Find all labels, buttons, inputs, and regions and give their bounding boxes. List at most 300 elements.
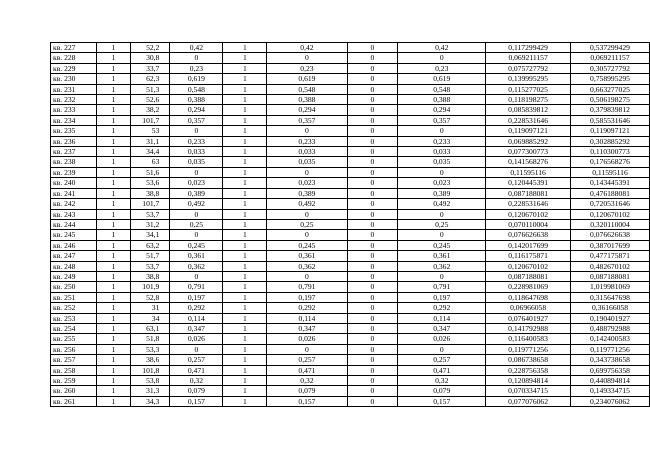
cell-count: 1 <box>97 43 130 53</box>
cell-coef: 1 <box>223 396 267 406</box>
cell-value-a: 0,033 <box>170 147 223 157</box>
cell-value-a: 0,388 <box>170 95 223 105</box>
table-row <box>51 230 650 240</box>
cell-total: 0,119771256 <box>570 344 649 354</box>
cell-value-a: 0,361 <box>170 251 223 261</box>
cell-total: 0,315647698 <box>570 292 649 302</box>
cell-apartment: кв. 242 <box>51 199 97 209</box>
cell-total: 0,069211157 <box>570 53 649 63</box>
cell-apartment: кв. 229 <box>51 63 97 73</box>
cell-zero: 0 <box>347 188 398 198</box>
cell-value-b: 0,362 <box>267 261 347 271</box>
cell-apartment: кв. 234 <box>51 115 97 125</box>
cell-zero: 0 <box>347 376 398 386</box>
cell-area: 34,4 <box>130 147 170 157</box>
cell-count: 1 <box>97 178 130 188</box>
cell-value-b: 0 <box>267 271 347 281</box>
cell-coef: 1 <box>223 323 267 333</box>
cell-value-c: 0,362 <box>398 261 486 271</box>
cell-value-b: 0,033 <box>267 147 347 157</box>
cell-apartment: кв. 249 <box>51 271 97 281</box>
cell-share: 0,116175871 <box>486 251 571 261</box>
cell-value-c: 0 <box>398 271 486 281</box>
cell-apartment: кв. 254 <box>51 323 97 333</box>
table-row <box>51 303 650 313</box>
cell-coef: 1 <box>223 303 267 313</box>
cell-count: 1 <box>97 147 130 157</box>
table-row <box>51 240 650 250</box>
cell-coef: 1 <box>223 105 267 115</box>
cell-value-c: 0,114 <box>398 313 486 323</box>
cell-area: 53,7 <box>130 261 170 271</box>
cell-value-b: 0,361 <box>267 251 347 261</box>
cell-zero: 0 <box>347 365 398 375</box>
table-row <box>51 251 650 261</box>
cell-share: 0,119097121 <box>486 126 571 136</box>
cell-value-c: 0,388 <box>398 95 486 105</box>
cell-value-b: 0,388 <box>267 95 347 105</box>
cell-value-a: 0,619 <box>170 74 223 84</box>
cell-value-c: 0,292 <box>398 303 486 313</box>
table-row <box>51 95 650 105</box>
cell-coef: 1 <box>223 136 267 146</box>
cell-apartment: кв. 260 <box>51 386 97 396</box>
cell-value-a: 0,389 <box>170 188 223 198</box>
cell-share: 0,141568276 <box>486 157 571 167</box>
cell-count: 1 <box>97 199 130 209</box>
cell-coef: 1 <box>223 199 267 209</box>
cell-zero: 0 <box>347 209 398 219</box>
cell-coef: 1 <box>223 178 267 188</box>
cell-value-c: 0,361 <box>398 251 486 261</box>
cell-total: 0,076626638 <box>570 230 649 240</box>
cell-count: 1 <box>97 188 130 198</box>
table-row <box>51 376 650 386</box>
table-row <box>51 282 650 292</box>
cell-value-a: 0,357 <box>170 115 223 125</box>
cell-coef: 1 <box>223 53 267 63</box>
cell-total: 0,176568276 <box>570 157 649 167</box>
cell-value-a: 0 <box>170 126 223 136</box>
cell-share: 0,228756358 <box>486 365 571 375</box>
cell-area: 38,8 <box>130 188 170 198</box>
cell-share: 0,120670102 <box>486 261 571 271</box>
cell-value-a: 0,23 <box>170 63 223 73</box>
table-row <box>51 292 650 302</box>
cell-apartment: кв. 243 <box>51 209 97 219</box>
cell-value-c: 0,25 <box>398 219 486 229</box>
cell-coef: 1 <box>223 43 267 53</box>
cell-share: 0,06966058 <box>486 303 571 313</box>
cell-coef: 1 <box>223 84 267 94</box>
cell-area: 101,8 <box>130 365 170 375</box>
cell-total: 0,120670102 <box>570 209 649 219</box>
cell-value-c: 0 <box>398 344 486 354</box>
cell-total: 0,110300773 <box>570 147 649 157</box>
cell-count: 1 <box>97 219 130 229</box>
table-body <box>51 43 650 407</box>
cell-total: 0,119097121 <box>570 126 649 136</box>
cell-total: 0,379839812 <box>570 105 649 115</box>
cell-value-a: 0,347 <box>170 323 223 333</box>
cell-count: 1 <box>97 386 130 396</box>
cell-value-a: 0,245 <box>170 240 223 250</box>
cell-area: 63 <box>130 157 170 167</box>
cell-area: 33,7 <box>130 63 170 73</box>
cell-zero: 0 <box>347 334 398 344</box>
cell-count: 1 <box>97 63 130 73</box>
cell-area: 101,7 <box>130 199 170 209</box>
cell-area: 34,1 <box>130 230 170 240</box>
cell-value-a: 0,492 <box>170 199 223 209</box>
cell-value-c: 0 <box>398 167 486 177</box>
cell-apartment: кв. 253 <box>51 313 97 323</box>
cell-count: 1 <box>97 126 130 136</box>
cell-coef: 1 <box>223 282 267 292</box>
cell-value-b: 0,023 <box>267 178 347 188</box>
cell-coef: 1 <box>223 147 267 157</box>
cell-value-a: 0,548 <box>170 84 223 94</box>
cell-area: 52,2 <box>130 43 170 53</box>
cell-share: 0,120670102 <box>486 209 571 219</box>
cell-coef: 1 <box>223 355 267 365</box>
table-row <box>51 199 650 209</box>
cell-apartment: кв. 227 <box>51 43 97 53</box>
cell-coef: 1 <box>223 292 267 302</box>
cell-value-a: 0,114 <box>170 313 223 323</box>
table-row <box>51 323 650 333</box>
cell-zero: 0 <box>347 84 398 94</box>
cell-total: 0,720531646 <box>570 199 649 209</box>
cell-value-c: 0,026 <box>398 334 486 344</box>
cell-apartment: кв. 238 <box>51 157 97 167</box>
cell-apartment: кв. 230 <box>51 74 97 84</box>
cell-coef: 1 <box>223 344 267 354</box>
cell-total: 0,190401927 <box>570 313 649 323</box>
cell-value-c: 0,389 <box>398 188 486 198</box>
cell-share: 0,228981069 <box>486 282 571 292</box>
cell-value-a: 0,257 <box>170 355 223 365</box>
cell-value-c: 0,42 <box>398 43 486 53</box>
cell-total: 1,019981069 <box>570 282 649 292</box>
cell-count: 1 <box>97 136 130 146</box>
cell-zero: 0 <box>347 271 398 281</box>
cell-count: 1 <box>97 167 130 177</box>
cell-zero: 0 <box>347 261 398 271</box>
cell-apartment: кв. 256 <box>51 344 97 354</box>
cell-zero: 0 <box>347 63 398 73</box>
cell-area: 34 <box>130 313 170 323</box>
cell-total: 0,142400583 <box>570 334 649 344</box>
cell-coef: 1 <box>223 188 267 198</box>
cell-value-b: 0,157 <box>267 396 347 406</box>
table-row <box>51 63 650 73</box>
cell-count: 1 <box>97 271 130 281</box>
cell-coef: 1 <box>223 261 267 271</box>
cell-share: 0,11595116 <box>486 167 571 177</box>
cell-total: 0,302885292 <box>570 136 649 146</box>
cell-value-a: 0,791 <box>170 282 223 292</box>
cell-value-b: 0 <box>267 53 347 63</box>
cell-count: 1 <box>97 240 130 250</box>
cell-total: 0,537299429 <box>570 43 649 53</box>
cell-share: 0,139995295 <box>486 74 571 84</box>
cell-area: 51,7 <box>130 251 170 261</box>
cell-coef: 1 <box>223 209 267 219</box>
cell-zero: 0 <box>347 157 398 167</box>
cell-zero: 0 <box>347 396 398 406</box>
cell-apartment: кв. 233 <box>51 105 97 115</box>
cell-total: 0,506198275 <box>570 95 649 105</box>
cell-area: 53,8 <box>130 376 170 386</box>
cell-total: 0,11595116 <box>570 167 649 177</box>
cell-total: 0,699756358 <box>570 365 649 375</box>
cell-zero: 0 <box>347 115 398 125</box>
cell-apartment: кв. 247 <box>51 251 97 261</box>
cell-value-c: 0 <box>398 126 486 136</box>
cell-value-c: 0,197 <box>398 292 486 302</box>
cell-zero: 0 <box>347 53 398 63</box>
cell-count: 1 <box>97 344 130 354</box>
cell-total: 0,087188081 <box>570 271 649 281</box>
cell-share: 0,115277025 <box>486 84 571 94</box>
cell-value-b: 0,197 <box>267 292 347 302</box>
cell-coef: 1 <box>223 74 267 84</box>
cell-apartment: кв. 250 <box>51 282 97 292</box>
cell-value-c: 0,233 <box>398 136 486 146</box>
cell-value-c: 0,357 <box>398 115 486 125</box>
cell-value-c: 0,079 <box>398 386 486 396</box>
table-row <box>51 167 650 177</box>
cell-value-b: 0,471 <box>267 365 347 375</box>
cell-count: 1 <box>97 261 130 271</box>
cell-total: 0,758995295 <box>570 74 649 84</box>
table-row <box>51 261 650 271</box>
cell-share: 0,120894814 <box>486 376 571 386</box>
cell-value-a: 0,035 <box>170 157 223 167</box>
table-row <box>51 147 650 157</box>
cell-share: 0,118198275 <box>486 95 571 105</box>
cell-area: 101,7 <box>130 115 170 125</box>
cell-total: 0,488792988 <box>570 323 649 333</box>
cell-zero: 0 <box>347 251 398 261</box>
table-row <box>51 396 650 406</box>
cell-area: 63,2 <box>130 240 170 250</box>
cell-value-b: 0,791 <box>267 282 347 292</box>
cell-total: 0,440894814 <box>570 376 649 386</box>
cell-coef: 1 <box>223 126 267 136</box>
cell-total: 0,343738658 <box>570 355 649 365</box>
cell-zero: 0 <box>347 43 398 53</box>
cell-zero: 0 <box>347 240 398 250</box>
cell-total: 0,320110004 <box>570 219 649 229</box>
cell-count: 1 <box>97 115 130 125</box>
cell-apartment: кв. 259 <box>51 376 97 386</box>
cell-value-b: 0 <box>267 230 347 240</box>
cell-area: 51,8 <box>130 334 170 344</box>
cell-zero: 0 <box>347 313 398 323</box>
cell-value-b: 0,357 <box>267 115 347 125</box>
cell-value-a: 0,294 <box>170 105 223 115</box>
cell-count: 1 <box>97 157 130 167</box>
cell-count: 1 <box>97 376 130 386</box>
cell-area: 52,6 <box>130 95 170 105</box>
cell-share: 0,086738658 <box>486 355 571 365</box>
cell-value-c: 0,492 <box>398 199 486 209</box>
cell-value-a: 0 <box>170 167 223 177</box>
cell-share: 0,142017699 <box>486 240 571 250</box>
cell-value-c: 0 <box>398 230 486 240</box>
cell-apartment: кв. 261 <box>51 396 97 406</box>
table-row <box>51 386 650 396</box>
cell-count: 1 <box>97 292 130 302</box>
cell-value-a: 0,25 <box>170 219 223 229</box>
cell-area: 31,1 <box>130 136 170 146</box>
cell-apartment: кв. 240 <box>51 178 97 188</box>
cell-share: 0,070110004 <box>486 219 571 229</box>
cell-value-c: 0 <box>398 53 486 63</box>
cell-value-b: 0,492 <box>267 199 347 209</box>
table-row <box>51 178 650 188</box>
cell-share: 0,075727792 <box>486 63 571 73</box>
cell-value-c: 0,257 <box>398 355 486 365</box>
cell-value-b: 0,294 <box>267 105 347 115</box>
cell-value-c: 0 <box>398 209 486 219</box>
cell-zero: 0 <box>347 95 398 105</box>
cell-value-c: 0,035 <box>398 157 486 167</box>
cell-count: 1 <box>97 95 130 105</box>
cell-count: 1 <box>97 251 130 261</box>
cell-value-b: 0,114 <box>267 313 347 323</box>
cell-value-a: 0,157 <box>170 396 223 406</box>
table-row <box>51 271 650 281</box>
cell-apartment: кв. 241 <box>51 188 97 198</box>
table-row <box>51 334 650 344</box>
cell-apartment: кв. 236 <box>51 136 97 146</box>
cell-share: 0,070334715 <box>486 386 571 396</box>
table-row <box>51 53 650 63</box>
cell-value-b: 0,42 <box>267 43 347 53</box>
cell-value-c: 0,347 <box>398 323 486 333</box>
cell-value-c: 0,23 <box>398 63 486 73</box>
table-row <box>51 188 650 198</box>
cell-coef: 1 <box>223 334 267 344</box>
cell-apartment: кв. 248 <box>51 261 97 271</box>
cell-zero: 0 <box>347 344 398 354</box>
cell-apartment: кв. 228 <box>51 53 97 63</box>
cell-area: 31 <box>130 303 170 313</box>
cell-share: 0,228531646 <box>486 199 571 209</box>
cell-value-c: 0,157 <box>398 396 486 406</box>
cell-share: 0,119771256 <box>486 344 571 354</box>
cell-count: 1 <box>97 334 130 344</box>
cell-area: 53 <box>130 126 170 136</box>
cell-apartment: кв. 235 <box>51 126 97 136</box>
cell-coef: 1 <box>223 240 267 250</box>
table-row <box>51 365 650 375</box>
cell-count: 1 <box>97 396 130 406</box>
cell-area: 53,6 <box>130 178 170 188</box>
cell-zero: 0 <box>347 74 398 84</box>
table-row <box>51 355 650 365</box>
data-table <box>50 42 650 407</box>
cell-value-b: 0,548 <box>267 84 347 94</box>
cell-value-c: 0,023 <box>398 178 486 188</box>
cell-zero: 0 <box>347 230 398 240</box>
cell-share: 0,117299429 <box>486 43 571 53</box>
table-row <box>51 344 650 354</box>
cell-zero: 0 <box>347 136 398 146</box>
cell-share: 0,077076062 <box>486 396 571 406</box>
cell-value-b: 0,079 <box>267 386 347 396</box>
cell-area: 62,3 <box>130 74 170 84</box>
cell-area: 30,8 <box>130 53 170 63</box>
cell-coef: 1 <box>223 365 267 375</box>
table-row <box>51 105 650 115</box>
cell-share: 0,069885292 <box>486 136 571 146</box>
cell-share: 0,116400583 <box>486 334 571 344</box>
cell-area: 53,7 <box>130 209 170 219</box>
table-row <box>51 115 650 125</box>
cell-total: 0,585531646 <box>570 115 649 125</box>
cell-value-b: 0 <box>267 126 347 136</box>
cell-apartment: кв. 245 <box>51 230 97 240</box>
cell-zero: 0 <box>347 323 398 333</box>
cell-value-a: 0 <box>170 230 223 240</box>
cell-apartment: кв. 232 <box>51 95 97 105</box>
cell-apartment: кв. 257 <box>51 355 97 365</box>
cell-coef: 1 <box>223 271 267 281</box>
cell-zero: 0 <box>347 105 398 115</box>
cell-value-a: 0,292 <box>170 303 223 313</box>
cell-area: 51,3 <box>130 84 170 94</box>
cell-value-b: 0,23 <box>267 63 347 73</box>
cell-value-a: 0,362 <box>170 261 223 271</box>
cell-area: 52,8 <box>130 292 170 302</box>
cell-area: 31,3 <box>130 386 170 396</box>
cell-apartment: кв. 231 <box>51 84 97 94</box>
cell-share: 0,085839812 <box>486 105 571 115</box>
cell-total: 0,476188081 <box>570 188 649 198</box>
cell-share: 0,120445391 <box>486 178 571 188</box>
cell-value-b: 0,245 <box>267 240 347 250</box>
table-row <box>51 74 650 84</box>
cell-value-b: 0,389 <box>267 188 347 198</box>
cell-total: 0,149334715 <box>570 386 649 396</box>
table-row <box>51 84 650 94</box>
cell-total: 0,36166058 <box>570 303 649 313</box>
cell-value-b: 0,347 <box>267 323 347 333</box>
cell-value-b: 0,035 <box>267 157 347 167</box>
cell-value-a: 0,197 <box>170 292 223 302</box>
table-row <box>51 313 650 323</box>
cell-share: 0,141792988 <box>486 323 571 333</box>
cell-value-b: 0,32 <box>267 376 347 386</box>
cell-zero: 0 <box>347 126 398 136</box>
cell-value-b: 0 <box>267 167 347 177</box>
cell-area: 101,9 <box>130 282 170 292</box>
cell-apartment: кв. 244 <box>51 219 97 229</box>
cell-apartment: кв. 258 <box>51 365 97 375</box>
cell-share: 0,077300773 <box>486 147 571 157</box>
cell-area: 38,2 <box>130 105 170 115</box>
cell-share: 0,118647698 <box>486 292 571 302</box>
cell-total: 0,663277025 <box>570 84 649 94</box>
cell-coef: 1 <box>223 157 267 167</box>
cell-total: 0,477175871 <box>570 251 649 261</box>
cell-area: 53,3 <box>130 344 170 354</box>
table-row <box>51 209 650 219</box>
